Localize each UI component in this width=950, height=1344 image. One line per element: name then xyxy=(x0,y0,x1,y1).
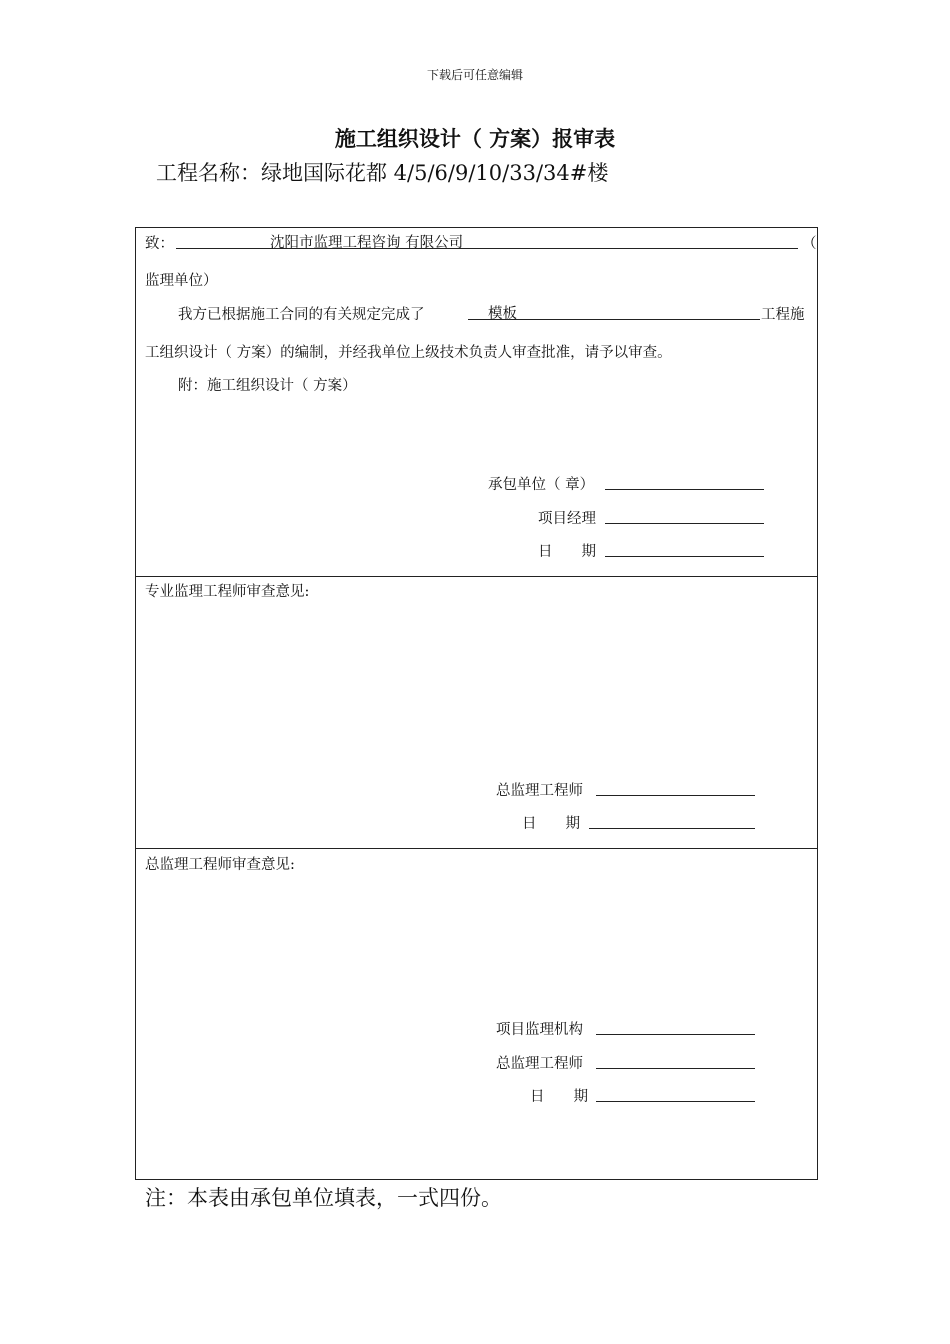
date-field[interactable] xyxy=(596,1101,755,1102)
section-divider xyxy=(135,576,818,577)
date-label: 日 期 xyxy=(530,1089,588,1105)
paren-open: （ xyxy=(802,236,817,252)
page-title: 施工组织设计（ 方案）报审表 xyxy=(334,127,616,151)
footer-note: 注：本表由承包单位填表，一式四份。 xyxy=(145,1186,502,1210)
contractor-label: 承包单位（ 章） xyxy=(488,477,595,493)
date-field[interactable] xyxy=(589,828,755,829)
section3-heading: 总监理工程师审查意见: xyxy=(145,857,295,873)
form-table xyxy=(135,227,818,1180)
date-label: 日 期 xyxy=(538,544,596,560)
chief-engineer-label: 总监理工程师 xyxy=(496,1056,583,1072)
body-line2: 工组织设计（ 方案）的编制，并经我单位上级技术负责人审查批准，请予以审查。 xyxy=(145,345,672,361)
manager-signature-field[interactable] xyxy=(605,523,764,524)
chief-engineer-signature-field[interactable] xyxy=(596,795,755,796)
section2-heading: 专业监理工程师审查意见: xyxy=(145,584,310,600)
agency-label: 项目监理机构 xyxy=(496,1022,583,1038)
recipient-field[interactable]: 沈阳市监理工程咨询 有限公司 xyxy=(270,235,464,251)
chief-engineer-label: 总监理工程师 xyxy=(496,783,583,799)
contractor-signature-field[interactable] xyxy=(605,489,764,490)
body-suffix: 工程施 xyxy=(761,307,805,323)
body-prefix: 我方已根据施工合同的有关规定完成了 xyxy=(178,307,425,323)
manager-label: 项目经理 xyxy=(538,511,596,527)
attachment-text: 附：施工组织设计（ 方案） xyxy=(178,378,357,394)
project-label: 工程名称：绿地国际花都 xyxy=(156,161,387,185)
recipient-role: 监理单位） xyxy=(145,273,218,289)
section-divider xyxy=(135,848,818,849)
to-label: 致： xyxy=(145,236,174,252)
project-value: 4/5/6/9/10/33/34#楼 xyxy=(387,161,609,185)
header-note: 下载后可任意编辑 xyxy=(426,68,523,82)
project-name xyxy=(156,157,608,187)
agency-signature-field[interactable] xyxy=(596,1034,755,1035)
date-label: 日 期 xyxy=(522,816,580,832)
chief-engineer-signature-field[interactable] xyxy=(596,1068,755,1069)
date-field[interactable] xyxy=(605,556,764,557)
task-field[interactable]: 模板 xyxy=(488,306,517,322)
